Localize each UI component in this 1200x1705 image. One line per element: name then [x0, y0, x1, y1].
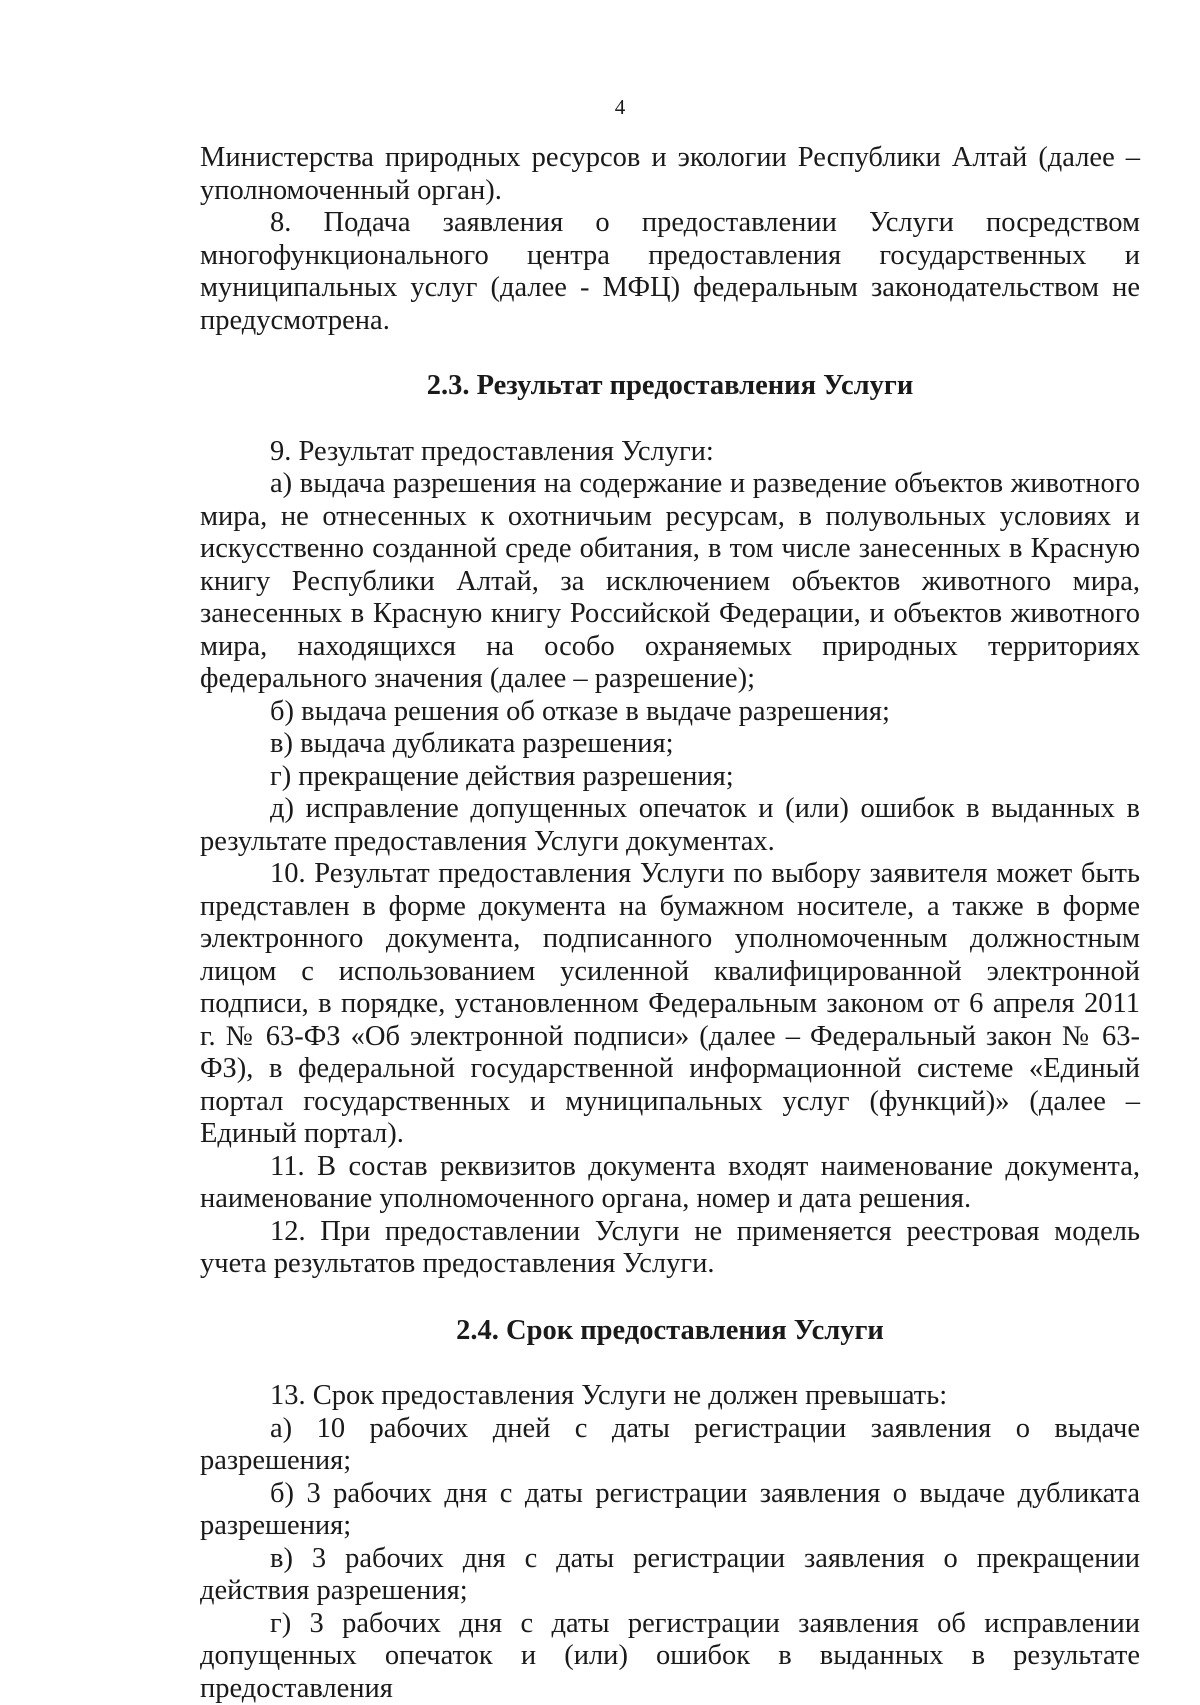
paragraph-11-requisites: 11. В состав реквизитов документа входят наименование документа, наименование уполномоченного органа, номер и дата решения.: [200, 1151, 1140, 1216]
term-item-a: а) 10 рабочих дней с даты регистрации заявления о выдаче разрешения;: [200, 1413, 1140, 1478]
section-heading-2-4: 2.4. Срок предоставления Услуги: [200, 1315, 1140, 1348]
term-item-b: б) 3 рабочих дня с даты регистрации заявления о выдаче дубликата разрешения;: [200, 1478, 1140, 1543]
page-number: 4: [0, 95, 1200, 119]
term-item-v: в) 3 рабочих дня с даты регистрации заявления о прекращении действия разрешения;: [200, 1543, 1140, 1608]
list-item-v-duplicate: в) выдача дубликата разрешения;: [200, 728, 1140, 761]
list-item-g-termination: г) прекращение действия разрешения;: [200, 761, 1140, 794]
section-heading-2-3: 2.3. Результат предоставления Услуги: [200, 370, 1140, 403]
paragraph-ministry-continuation: Министерства природных ресурсов и экологии Республики Алтай (далее – уполномоченный орган).: [200, 142, 1140, 207]
paragraph-9-result: 9. Результат предоставления Услуги:: [200, 436, 1140, 469]
list-item-b-refusal: б) выдача решения об отказе в выдаче разрешения;: [200, 696, 1140, 729]
paragraph-12-registry: 12. При предоставлении Услуги не применяется реестровая модель учета результатов предоставления Услуги.: [200, 1216, 1140, 1281]
list-item-d-correction: д) исправление допущенных опечаток и (или) ошибок в выданных в результате предоставления Услуги документах.: [200, 793, 1140, 858]
paragraph-8-mfc: 8. Подача заявления о предоставлении Услуги посредством многофункционального центра предоставления государственных и муниципальных услуг (далее - МФЦ) федеральным законодательством не предусмотрена.: [200, 207, 1140, 337]
paragraph-10-result-form: 10. Результат предоставления Услуги по выбору заявителя может быть представлен в форме документа на бумажном носителе, а также в форме электронного документа, подписанного уполномоченным должностным лицом с использованием усиленной квалифицированной электронной подписи, в порядке, установленном Федеральным законом от 6 апреля 2011 г. № 63-ФЗ «Об электронной подписи» (далее – Федеральный закон № 63-ФЗ), в федеральной государственной информационной системе «Единый портал государственных и муниципальных услуг (функций)» (далее – Единый портал).: [200, 858, 1140, 1151]
paragraph-13-term: 13. Срок предоставления Услуги не должен превышать:: [200, 1380, 1140, 1413]
term-item-g: г) 3 рабочих дня с даты регистрации заявления об исправлении допущенных опечаток и (или) ошибок в выданных в результате предоставления: [200, 1608, 1140, 1705]
document-body: [200, 142, 1140, 1705]
list-item-a-permit: а) выдача разрешения на содержание и разведение объектов животного мира, не отнесенных к охотничьим ресурсам, в полувольных условиях и искусственно созданной среде обитания, в том числе занесенных в Красную книгу Республики Алтай, за исключением объектов животного мира, занесенных в Красную книгу Российской Федерации, и объектов животного мира, находящихся на особо охраняемых природных территориях федерального значения (далее – разрешение);: [200, 468, 1140, 696]
